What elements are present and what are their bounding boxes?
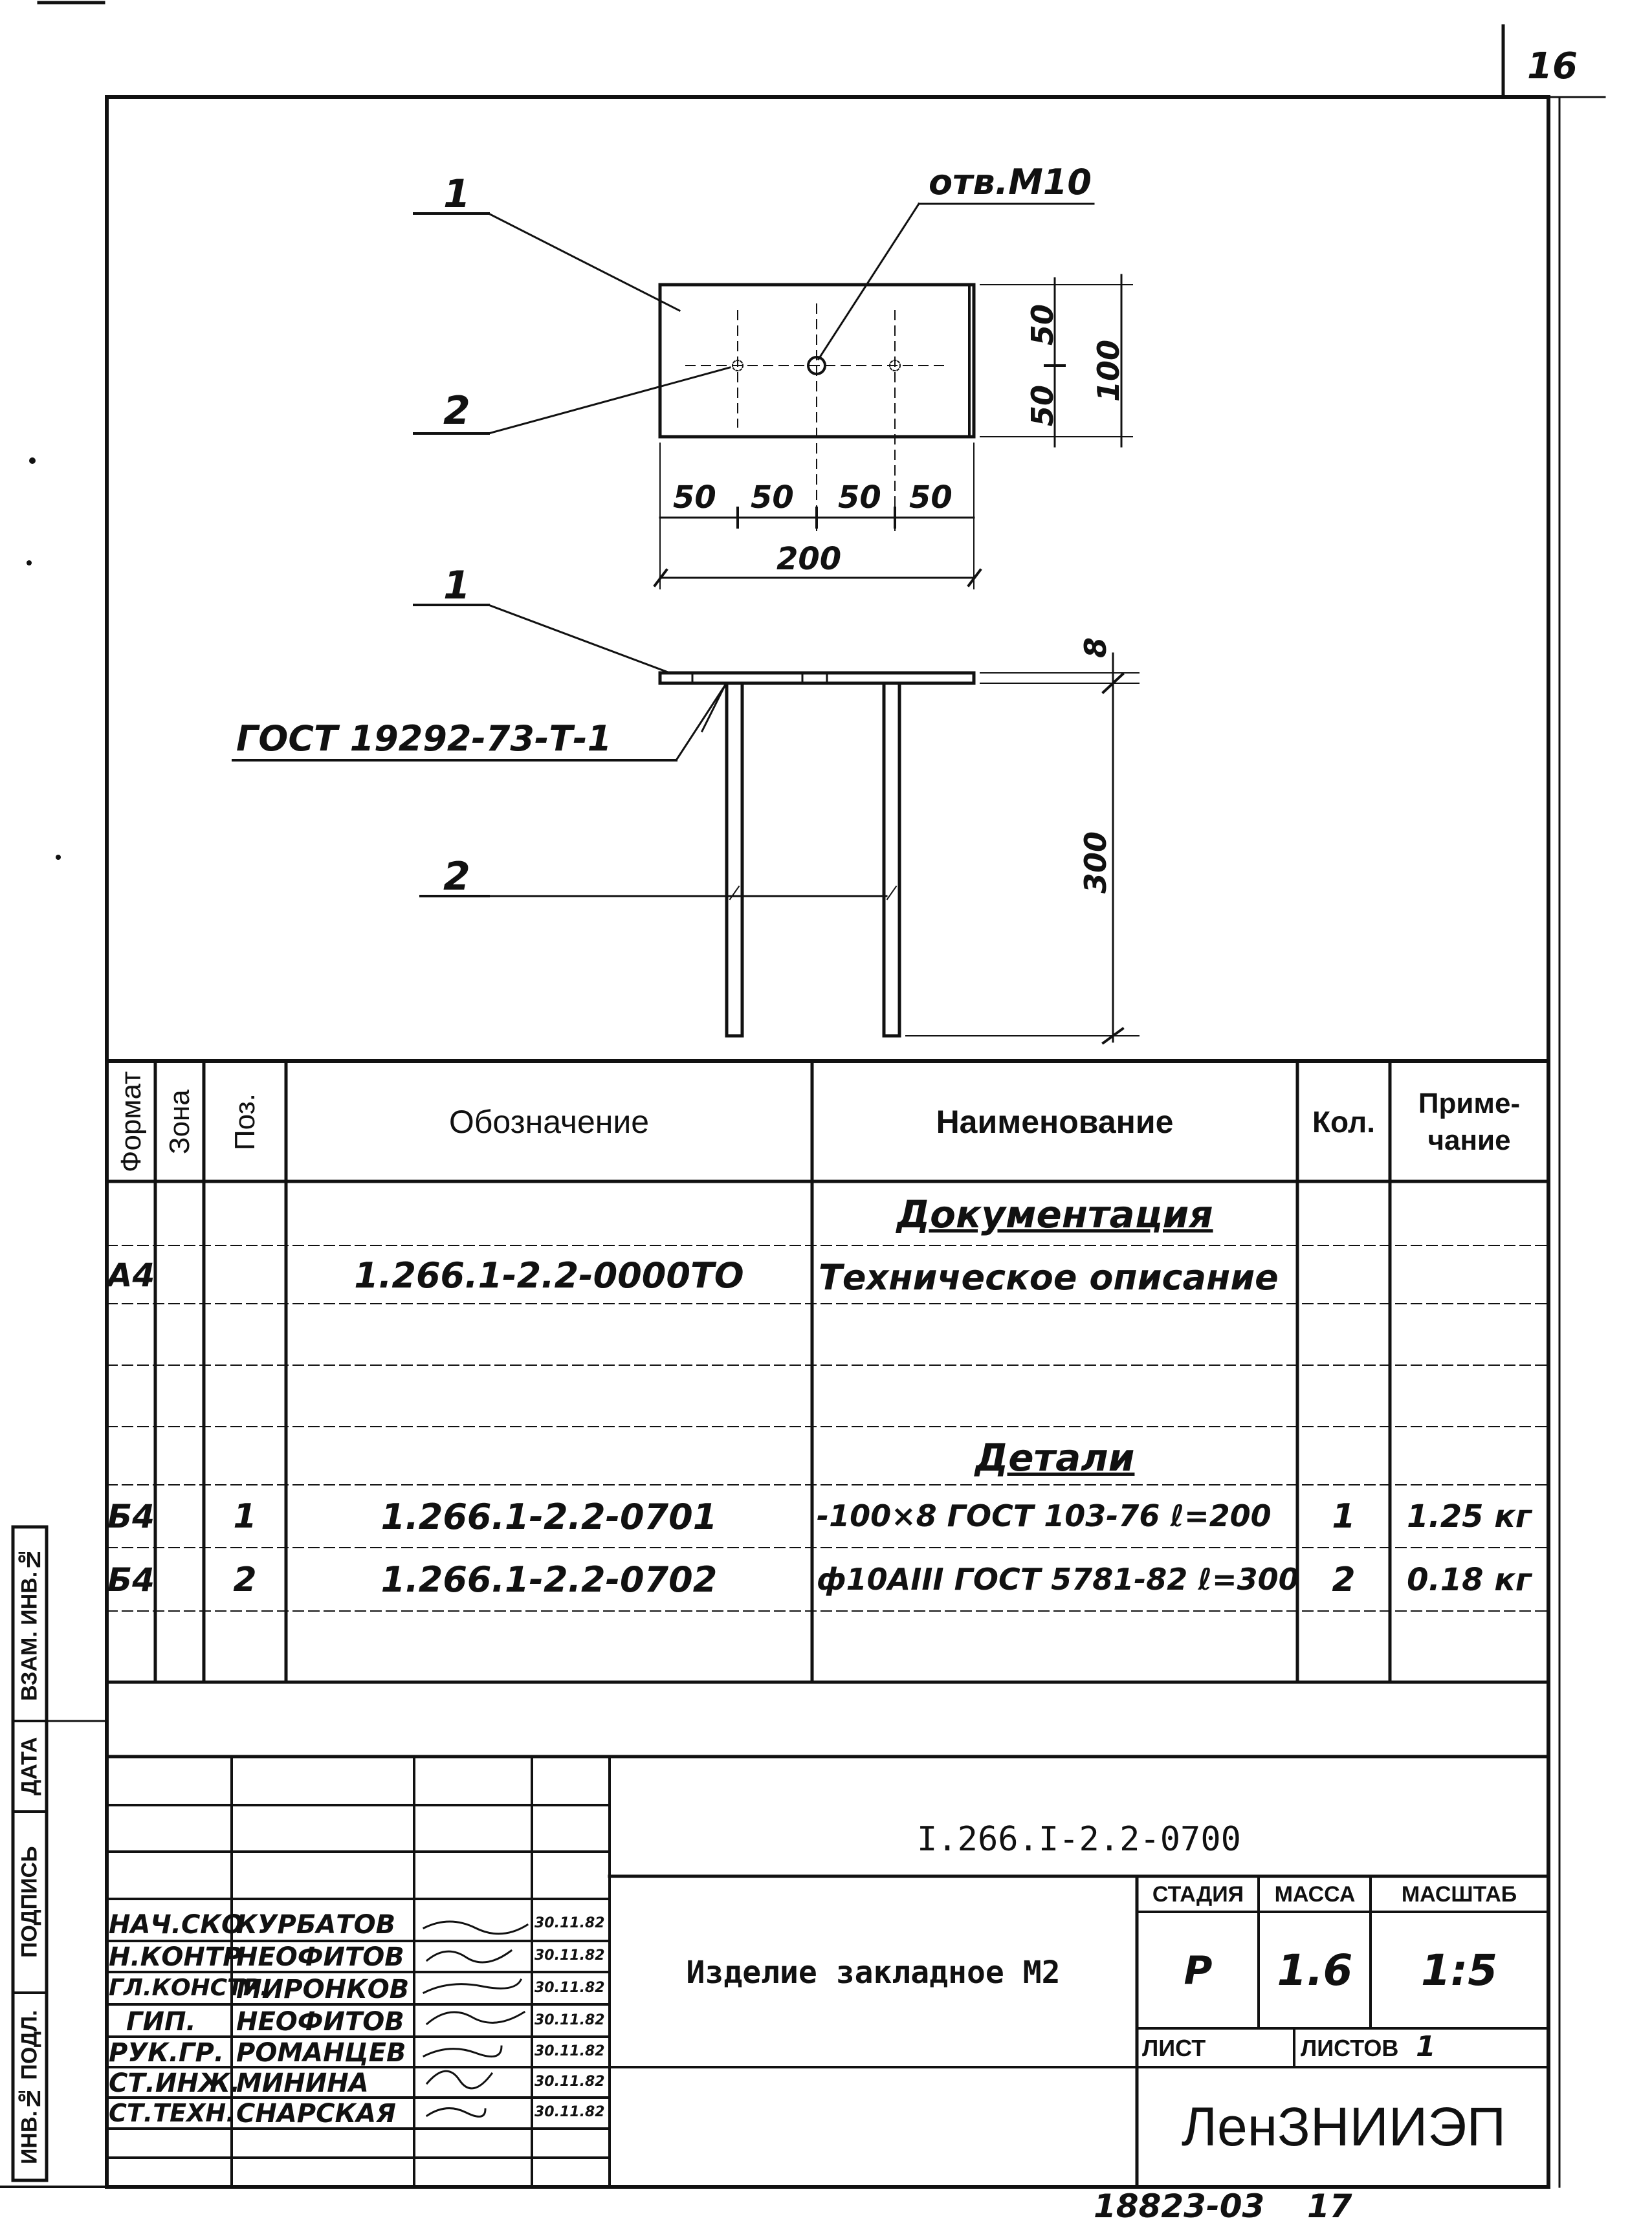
sig-role-2: Н.КОНТР: [109, 1942, 242, 1972]
mass-label: МАССА: [1274, 1881, 1356, 1907]
hole-leader: [819, 204, 919, 359]
sheets-value: 1: [1416, 2030, 1436, 2063]
row1-pos: 1: [233, 1497, 257, 1536]
weld-standard: ГОСТ 19292-73-Т-1: [236, 718, 612, 759]
plate-side: [660, 673, 974, 683]
row1-qty: 1: [1332, 1497, 1356, 1536]
sig-name-5: РОМАНЦЕВ: [236, 2038, 406, 2068]
corner-sheet-number: 16: [1527, 45, 1578, 87]
dim-50-d: 50: [909, 479, 953, 516]
sig-name-6: МИНИНА: [236, 2068, 369, 2098]
header-qty: Кол.: [1312, 1105, 1376, 1139]
section-docs: Документация: [896, 1192, 1213, 1236]
side-leader-1: [489, 605, 670, 673]
dim-length-300: 300: [1078, 831, 1113, 894]
sig-role-6: СТ.ИНЖ.: [109, 2068, 240, 2098]
dim-vert-100: 100: [1091, 340, 1126, 402]
dim-thickness-8: 8: [1078, 637, 1113, 659]
side-callout-1: 1: [443, 563, 470, 608]
strip-inv-podl: ИНВ.№ ПОДЛ.: [17, 2010, 42, 2165]
row2-qty: 2: [1332, 1560, 1356, 1599]
sig-date-4: 30.11.82: [534, 2012, 605, 2028]
sig-name-2: НЕОФИТОВ: [236, 1942, 404, 1972]
plan-callout-1: 1: [443, 171, 470, 217]
signature-scribbles: [424, 1922, 527, 2116]
sig-date-6: 30.11.82: [534, 2074, 605, 2090]
row2-designation: 1.266.1-2.2-0702: [380, 1559, 718, 1600]
sig-date-3: 30.11.82: [534, 1980, 605, 1996]
header-designation: Обозначение: [448, 1104, 650, 1140]
strip-inv-vzam: ВЗАМ. ИНВ.№: [17, 1546, 42, 1702]
weld-leader: [676, 686, 725, 760]
leader-2: [489, 367, 730, 433]
plan-callout-2: 2: [443, 388, 470, 433]
row2-pos: 2: [233, 1560, 257, 1599]
doc-code: I.266.I-2.2-0700: [917, 1819, 1241, 1859]
row1-format: Б4: [107, 1498, 155, 1535]
dim-50-c: 50: [838, 479, 881, 516]
row1-designation: 1.266.1-2.2-0701: [380, 1496, 718, 1537]
sig-date-5: 30.11.82: [534, 2043, 605, 2059]
item-name: Изделие закладное М2: [686, 1955, 1061, 1991]
sheet-label: ЛИСТ: [1142, 2035, 1206, 2061]
sig-name-7: СНАРСКАЯ: [236, 2099, 396, 2129]
sig-role-3: ГЛ.КОНСТР.: [109, 1975, 269, 2001]
header-name: Наименование: [936, 1104, 1174, 1140]
rod-1: [727, 683, 742, 1036]
header-format: Формат: [115, 1071, 147, 1173]
row2-name: ф10АIII ГОСТ 5781-82 ℓ=300: [817, 1562, 1299, 1597]
side-callout-2: 2: [443, 854, 470, 899]
hole-label: отв.М10: [929, 162, 1092, 203]
row1-name: -100×8 ГОСТ 103-76 ℓ=200: [817, 1498, 1272, 1533]
row2-note: 0.18 кг: [1407, 1561, 1532, 1598]
sig-date-7: 30.11.82: [534, 2104, 605, 2120]
dim-50-b: 50: [751, 479, 794, 516]
header-pos: Поз.: [229, 1093, 261, 1150]
doc-format: А4: [107, 1256, 155, 1294]
bottom-number: 18823-03: [1094, 2187, 1265, 2225]
row2-format: Б4: [107, 1561, 155, 1599]
sig-date-1: 30.11.82: [534, 1915, 605, 1931]
scale-value: 1:5: [1420, 1946, 1498, 1995]
doc-designation: 1.266.1-2.2-0000ТО: [354, 1255, 744, 1296]
sig-role-5: РУК.ГР.: [109, 2038, 225, 2068]
strip-date: ДАТА: [17, 1737, 42, 1796]
doc-name: Техническое описание: [819, 1257, 1279, 1298]
stage-value: Р: [1184, 1947, 1213, 1993]
sig-name-4: НЕОФИТОВ: [236, 2007, 404, 2037]
row1-note: 1.25 кг: [1407, 1498, 1532, 1535]
sheets-label: ЛИСТОВ: [1301, 2035, 1399, 2061]
stage-label: СТАДИЯ: [1152, 1881, 1244, 1907]
dim-200: 200: [776, 541, 842, 577]
dim-50-a: 50: [673, 479, 716, 516]
leader-1: [489, 214, 679, 311]
header-zone: Зона: [164, 1090, 195, 1154]
strip-signature: ПОДПИСЬ: [17, 1846, 42, 1958]
dim-vert-50-bottom: 50: [1025, 385, 1060, 427]
dim-vert-50-top: 50: [1025, 304, 1060, 346]
section-parts: Детали: [975, 1435, 1135, 1480]
sig-name-1: КУРБАТОВ: [236, 1910, 396, 1940]
sig-role-4: ГИП.: [126, 2007, 196, 2037]
sig-role-1: НАЧ.СКО: [109, 1910, 244, 1940]
rod-2: [884, 683, 899, 1036]
scale-label: МАСШТАБ: [1401, 1881, 1517, 1907]
sig-date-2: 30.11.82: [534, 1947, 605, 1964]
mass-value: 1.6: [1277, 1946, 1353, 1995]
sig-name-3: МИРОНКОВ: [236, 1975, 410, 2004]
organization: ЛенЗНИИЭП: [1181, 2096, 1506, 2157]
bottom-page: 17: [1307, 2187, 1352, 2225]
header-note: Приме-чание: [1418, 1087, 1521, 1156]
sig-role-7: СТ.ТЕХН.: [109, 2099, 236, 2127]
